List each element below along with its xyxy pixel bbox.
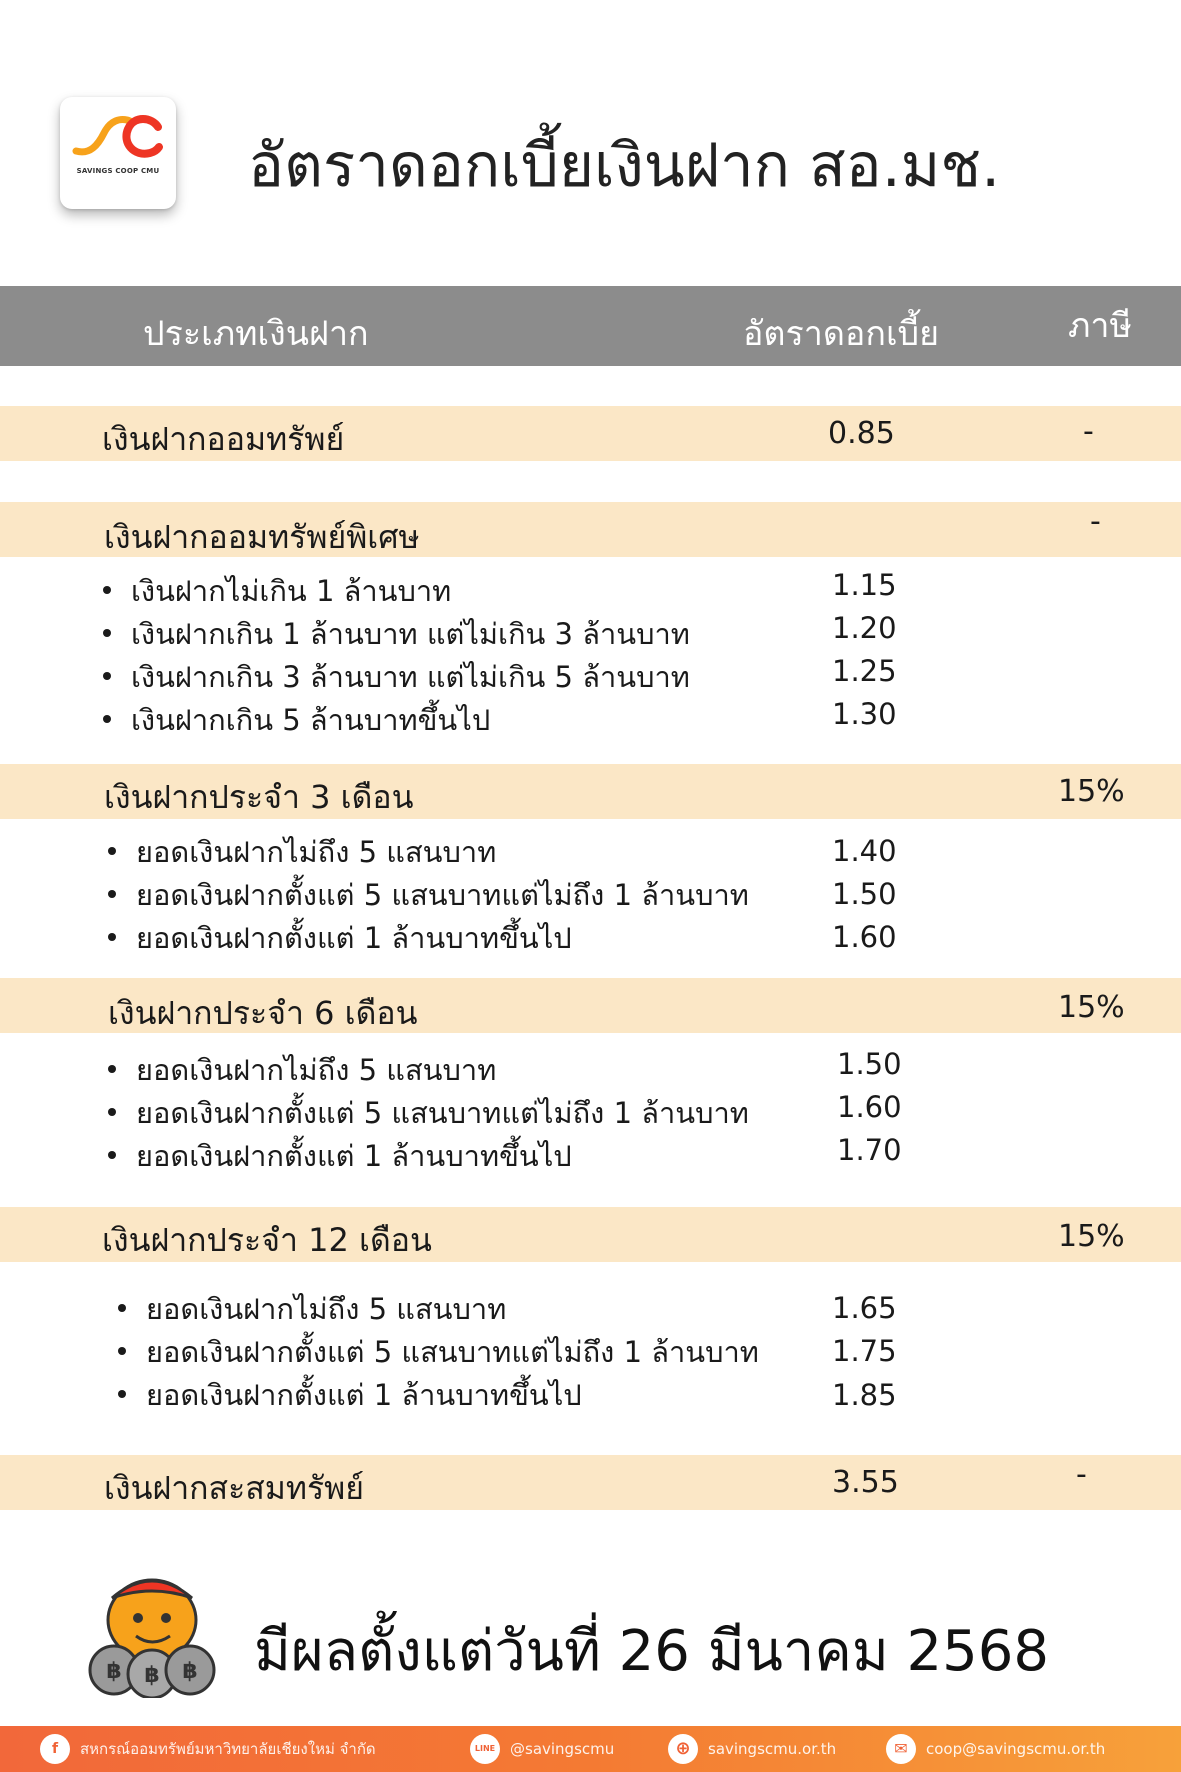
list-item: ยอดเงินฝากตั้งแต่ 5 แสนบาทแต่ไม่ถึง 1 ล้านบาท: [118, 1329, 759, 1375]
footer-website[interactable]: [668, 1734, 836, 1764]
column-header-type: ประเภทเงินฝาก: [143, 314, 369, 354]
list-item: ยอดเงินฝากไม่ถึง 5 แสนบาท: [118, 1286, 506, 1332]
section-band-fixed-3-months: [0, 764, 1181, 819]
list-item-rate: 1.60: [832, 920, 897, 954]
list-item: เงินฝากเกิน 5 ล้านบาทขึ้นไป: [103, 697, 490, 743]
list-item-rate: 1.85: [832, 1378, 897, 1412]
column-header-tax: ภาษี: [1068, 306, 1132, 346]
list-item-rate: 1.20: [832, 611, 897, 645]
section-tax: 15%: [1058, 1219, 1125, 1254]
list-item: เงินฝากเกิน 1 ล้านบาท แต่ไม่เกิน 3 ล้านบาท: [103, 611, 690, 657]
list-item-rate: 1.65: [832, 1291, 897, 1325]
section-tax: -: [1076, 1457, 1087, 1492]
list-item: ยอดเงินฝากไม่ถึง 5 แสนบาท: [108, 1047, 496, 1093]
section-label: เงินฝากประจำ 12 เดือน: [102, 1221, 432, 1259]
effective-date: มีผลตั้งแต่วันที่ 26 มีนาคม 2568: [254, 1619, 1050, 1684]
section-rate: 3.55: [832, 1465, 899, 1500]
section-label: เงินฝากออมทรัพย์พิเศษ: [104, 518, 420, 556]
column-header-band: [0, 286, 1181, 366]
section-tax: -: [1090, 504, 1101, 539]
coop-logo-mark: [72, 111, 164, 167]
section-label: เงินฝากสะสมทรัพย์: [104, 1469, 364, 1507]
logo-caption: SAVINGS COOP CMU: [76, 167, 160, 175]
list-item: ยอดเงินฝากตั้งแต่ 5 แสนบาทแต่ไม่ถึง 1 ล้านบาท: [108, 1090, 749, 1136]
section-tax: 15%: [1058, 990, 1125, 1025]
svg-text:฿: ฿: [182, 1659, 198, 1684]
section-tax: 15%: [1058, 774, 1125, 809]
list-item: ยอดเงินฝากตั้งแต่ 1 ล้านบาทขึ้นไป: [108, 1133, 572, 1179]
list-item: เงินฝากไม่เกิน 1 ล้านบาท: [103, 568, 451, 614]
globe-icon: ⊕: [668, 1734, 698, 1764]
facebook-icon: f: [40, 1734, 70, 1764]
list-item-rate: 1.15: [832, 568, 897, 602]
list-item-rate: 1.70: [837, 1133, 902, 1167]
section-label: เงินฝากประจำ 3 เดือน: [104, 778, 414, 816]
list-item-rate: 1.40: [832, 834, 897, 868]
list-item-rate: 1.60: [837, 1090, 902, 1124]
section-band-fixed-6-months: [0, 978, 1181, 1033]
list-item: ยอดเงินฝากตั้งแต่ 1 ล้านบาทขึ้นไป: [108, 915, 572, 961]
list-item-rate: 1.50: [832, 877, 897, 911]
footer-website-url: savingscmu.or.th: [708, 1740, 837, 1758]
section-band-fixed-12-months: [0, 1207, 1181, 1262]
svg-text:฿: ฿: [144, 1663, 160, 1688]
footer-line-id: @savingscmu: [510, 1740, 615, 1758]
mascot-coin-icon: [80, 1568, 224, 1698]
footer-facebook[interactable]: [40, 1734, 376, 1764]
section-band-special-savings: [0, 502, 1181, 557]
mail-icon: ✉: [886, 1734, 916, 1764]
page-title: อัตราดอกเบี้ยเงินฝาก สอ.มช.: [248, 131, 1001, 201]
footer-email-address: coop@savingscmu.or.th: [926, 1740, 1106, 1758]
section-rate: 0.85: [828, 416, 895, 451]
column-header-rate: อัตราดอกเบี้ย: [743, 314, 940, 354]
section-label: เงินฝากประจำ 6 เดือน: [108, 994, 418, 1032]
footer-email[interactable]: [886, 1734, 1105, 1764]
list-item-rate: 1.25: [832, 654, 897, 688]
footer-bar: [0, 1726, 1181, 1772]
section-band-savings: [0, 406, 1181, 461]
list-item: ยอดเงินฝากตั้งแต่ 5 แสนบาทแต่ไม่ถึง 1 ล้านบาท: [108, 872, 749, 918]
list-item-rate: 1.50: [837, 1047, 902, 1081]
section-tax: -: [1083, 414, 1094, 449]
line-icon: LINE: [470, 1734, 500, 1764]
coop-logo: [60, 97, 176, 209]
footer-line[interactable]: [470, 1734, 614, 1764]
list-item: ยอดเงินฝากไม่ถึง 5 แสนบาท: [108, 829, 496, 875]
footer-org-name: สหกรณ์ออมทรัพย์มหาวิทยาลัยเชียงใหม่ จำกัด: [80, 1740, 376, 1758]
section-band-accumulated-savings: [0, 1455, 1181, 1510]
list-item-rate: 1.75: [832, 1334, 897, 1368]
section-label: เงินฝากออมทรัพย์: [102, 420, 345, 458]
svg-text:฿: ฿: [106, 1659, 122, 1684]
list-item: เงินฝากเกิน 3 ล้านบาท แต่ไม่เกิน 5 ล้านบาท: [103, 654, 690, 700]
list-item: ยอดเงินฝากตั้งแต่ 1 ล้านบาทขึ้นไป: [118, 1372, 582, 1418]
list-item-rate: 1.30: [832, 697, 897, 731]
